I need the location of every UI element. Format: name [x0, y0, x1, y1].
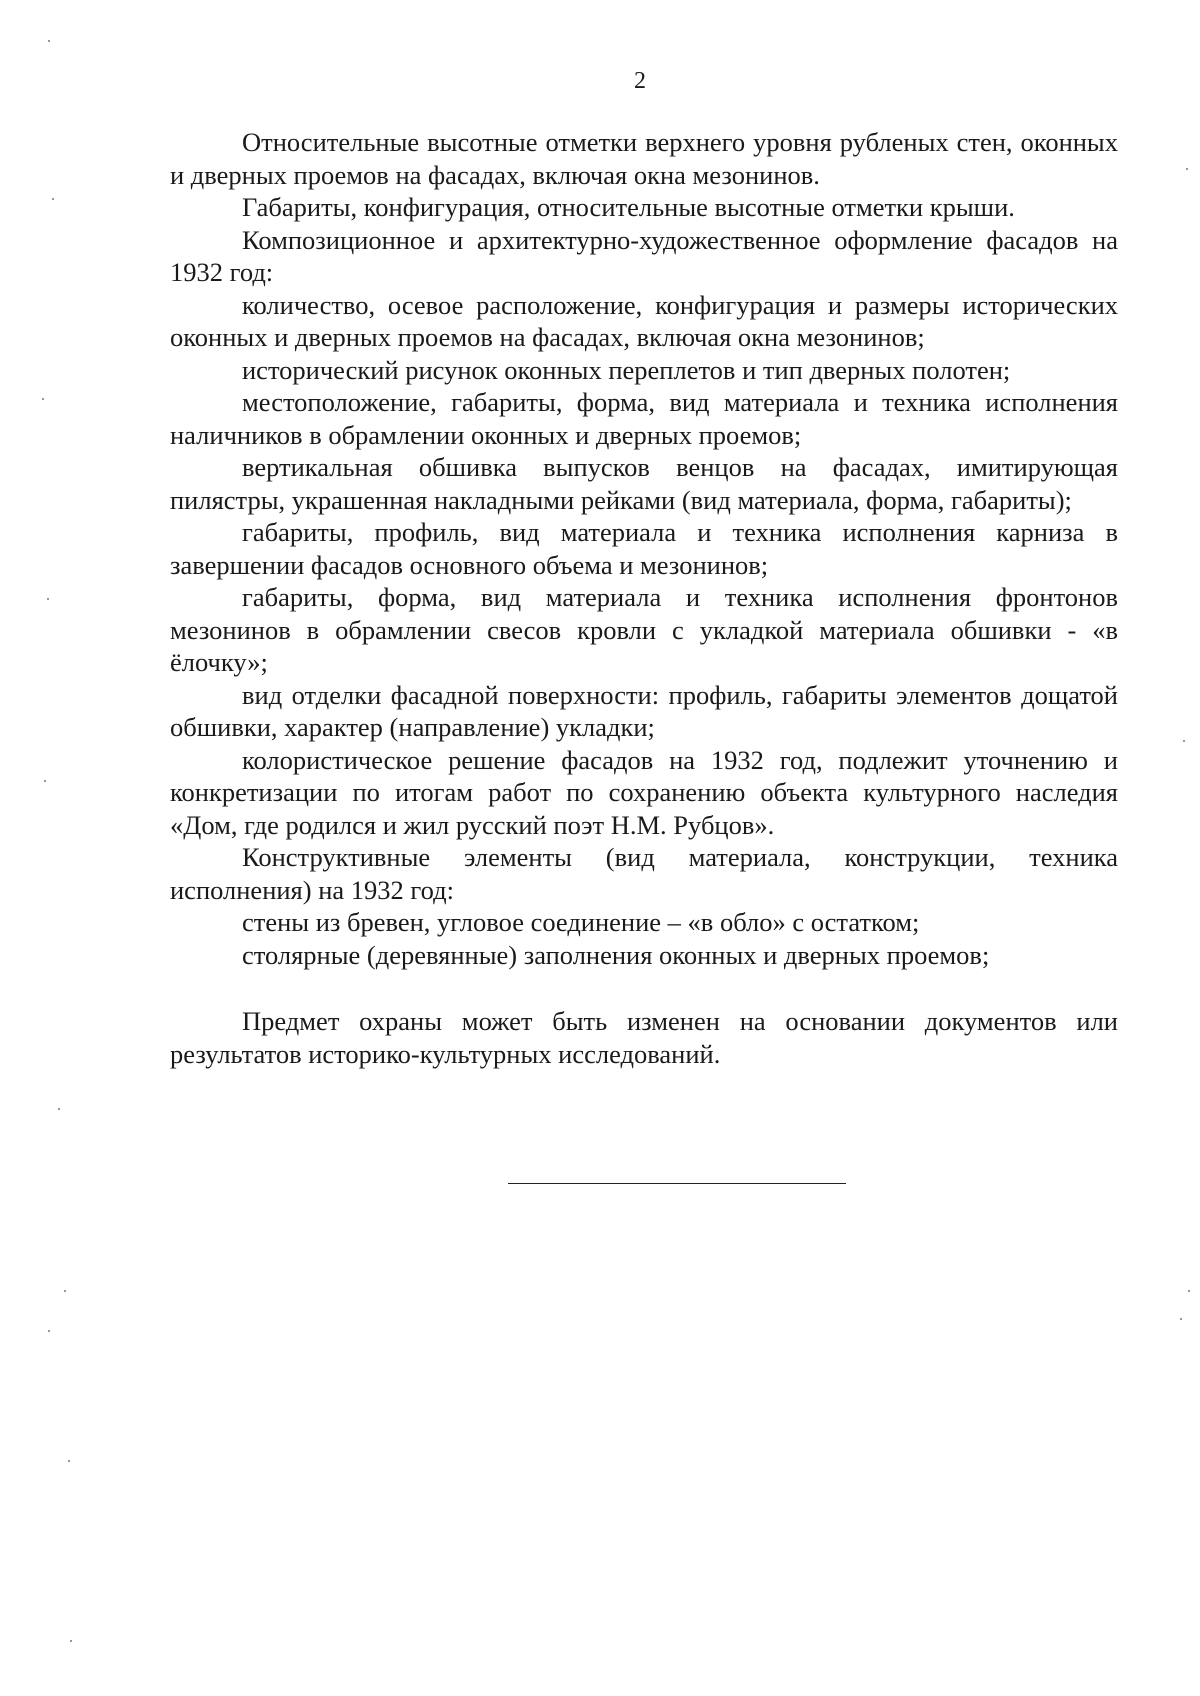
- paragraph-height-marks: Относительные высотные отметки верхнего уровня рубленых стен, оконных и дверных проемов на фасадах, включая окна мезонинов.: [170, 127, 1118, 190]
- scan-speck: [64, 1290, 66, 1292]
- scan-speck: [1183, 740, 1185, 742]
- scan-speck: [48, 1330, 50, 1332]
- list-item-pediments: габариты, форма, вид материала и техника исполнения фронтонов мезонинов в обрамлении свесов кровли с укладкой материала обшивки - «в ёлочку»;: [170, 582, 1118, 677]
- list-item-color-scheme: колористическое решение фасадов на 1932 год, подлежит уточнению и конкретизации по итогам работ по сохранению объекта культурного наследия «Дом, где родился и жил русский поэт Н.М. Рубцов».: [170, 744, 1118, 840]
- closing-paragraph: Предмет охраны может быть изменен на основании документов или результатов историко-культурных исследований.: [170, 1006, 1118, 1069]
- scan-speck: [1180, 1318, 1182, 1320]
- list-item-pilasters: вертикальная обшивка выпусков венцов на фасадах, имитирующая пилястры, украшенная накладными рейками (вид материала, форма, габариты);: [170, 452, 1118, 515]
- list-item-window-pattern: исторический рисунок оконных переплетов и тип дверных полотен;: [242, 354, 1011, 385]
- page-number: 2: [634, 68, 646, 94]
- scan-speck: [70, 1640, 72, 1642]
- paragraph-structural-elements: Конструктивные элементы (вид материала, конструкции, техника исполнения) на 1932 год:: [170, 842, 1118, 905]
- scan-speck: [1188, 1290, 1190, 1292]
- scan-speck: [68, 1460, 70, 1462]
- list-item-log-walls: стены из бревен, угловое соединение – «в обло» с остатком;: [242, 907, 920, 937]
- paragraph-facade-design: Композиционное и архитектурно-художественное оформление фасадов на 1932 год:: [170, 224, 1118, 287]
- scan-speck: [58, 1108, 60, 1110]
- list-item-facade-finish: вид отделки фасадной поверхности: профиль, габариты элементов дощатой обшивки, характер (направление) укладки;: [170, 679, 1118, 742]
- scan-speck: [48, 40, 50, 42]
- list-item-openings: количество, осевое расположение, конфигурация и размеры исторических оконных и дверных проемов на фасадах, включая окна мезонинов;: [170, 289, 1118, 352]
- list-item-casings: местоположение, габариты, форма, вид материала и техника исполнения наличников в обрамлении оконных и дверных проемов;: [170, 387, 1118, 450]
- list-item-joinery: столярные (деревянные) заполнения оконных и дверных проемов;: [242, 939, 990, 970]
- scan-speck: [44, 780, 46, 782]
- document-body: [170, 126, 1118, 1070]
- scan-speck: [52, 198, 54, 200]
- scan-speck: [42, 398, 44, 400]
- end-rule: [508, 1183, 846, 1184]
- list-item-cornice: габариты, профиль, вид материала и техника исполнения карниза в завершении фасадов основного объема и мезонинов;: [170, 517, 1118, 580]
- scan-speck: [1186, 168, 1188, 170]
- scan-speck: [47, 598, 49, 600]
- paragraph-roof: Габариты, конфигурация, относительные высотные отметки крыши.: [242, 192, 1015, 222]
